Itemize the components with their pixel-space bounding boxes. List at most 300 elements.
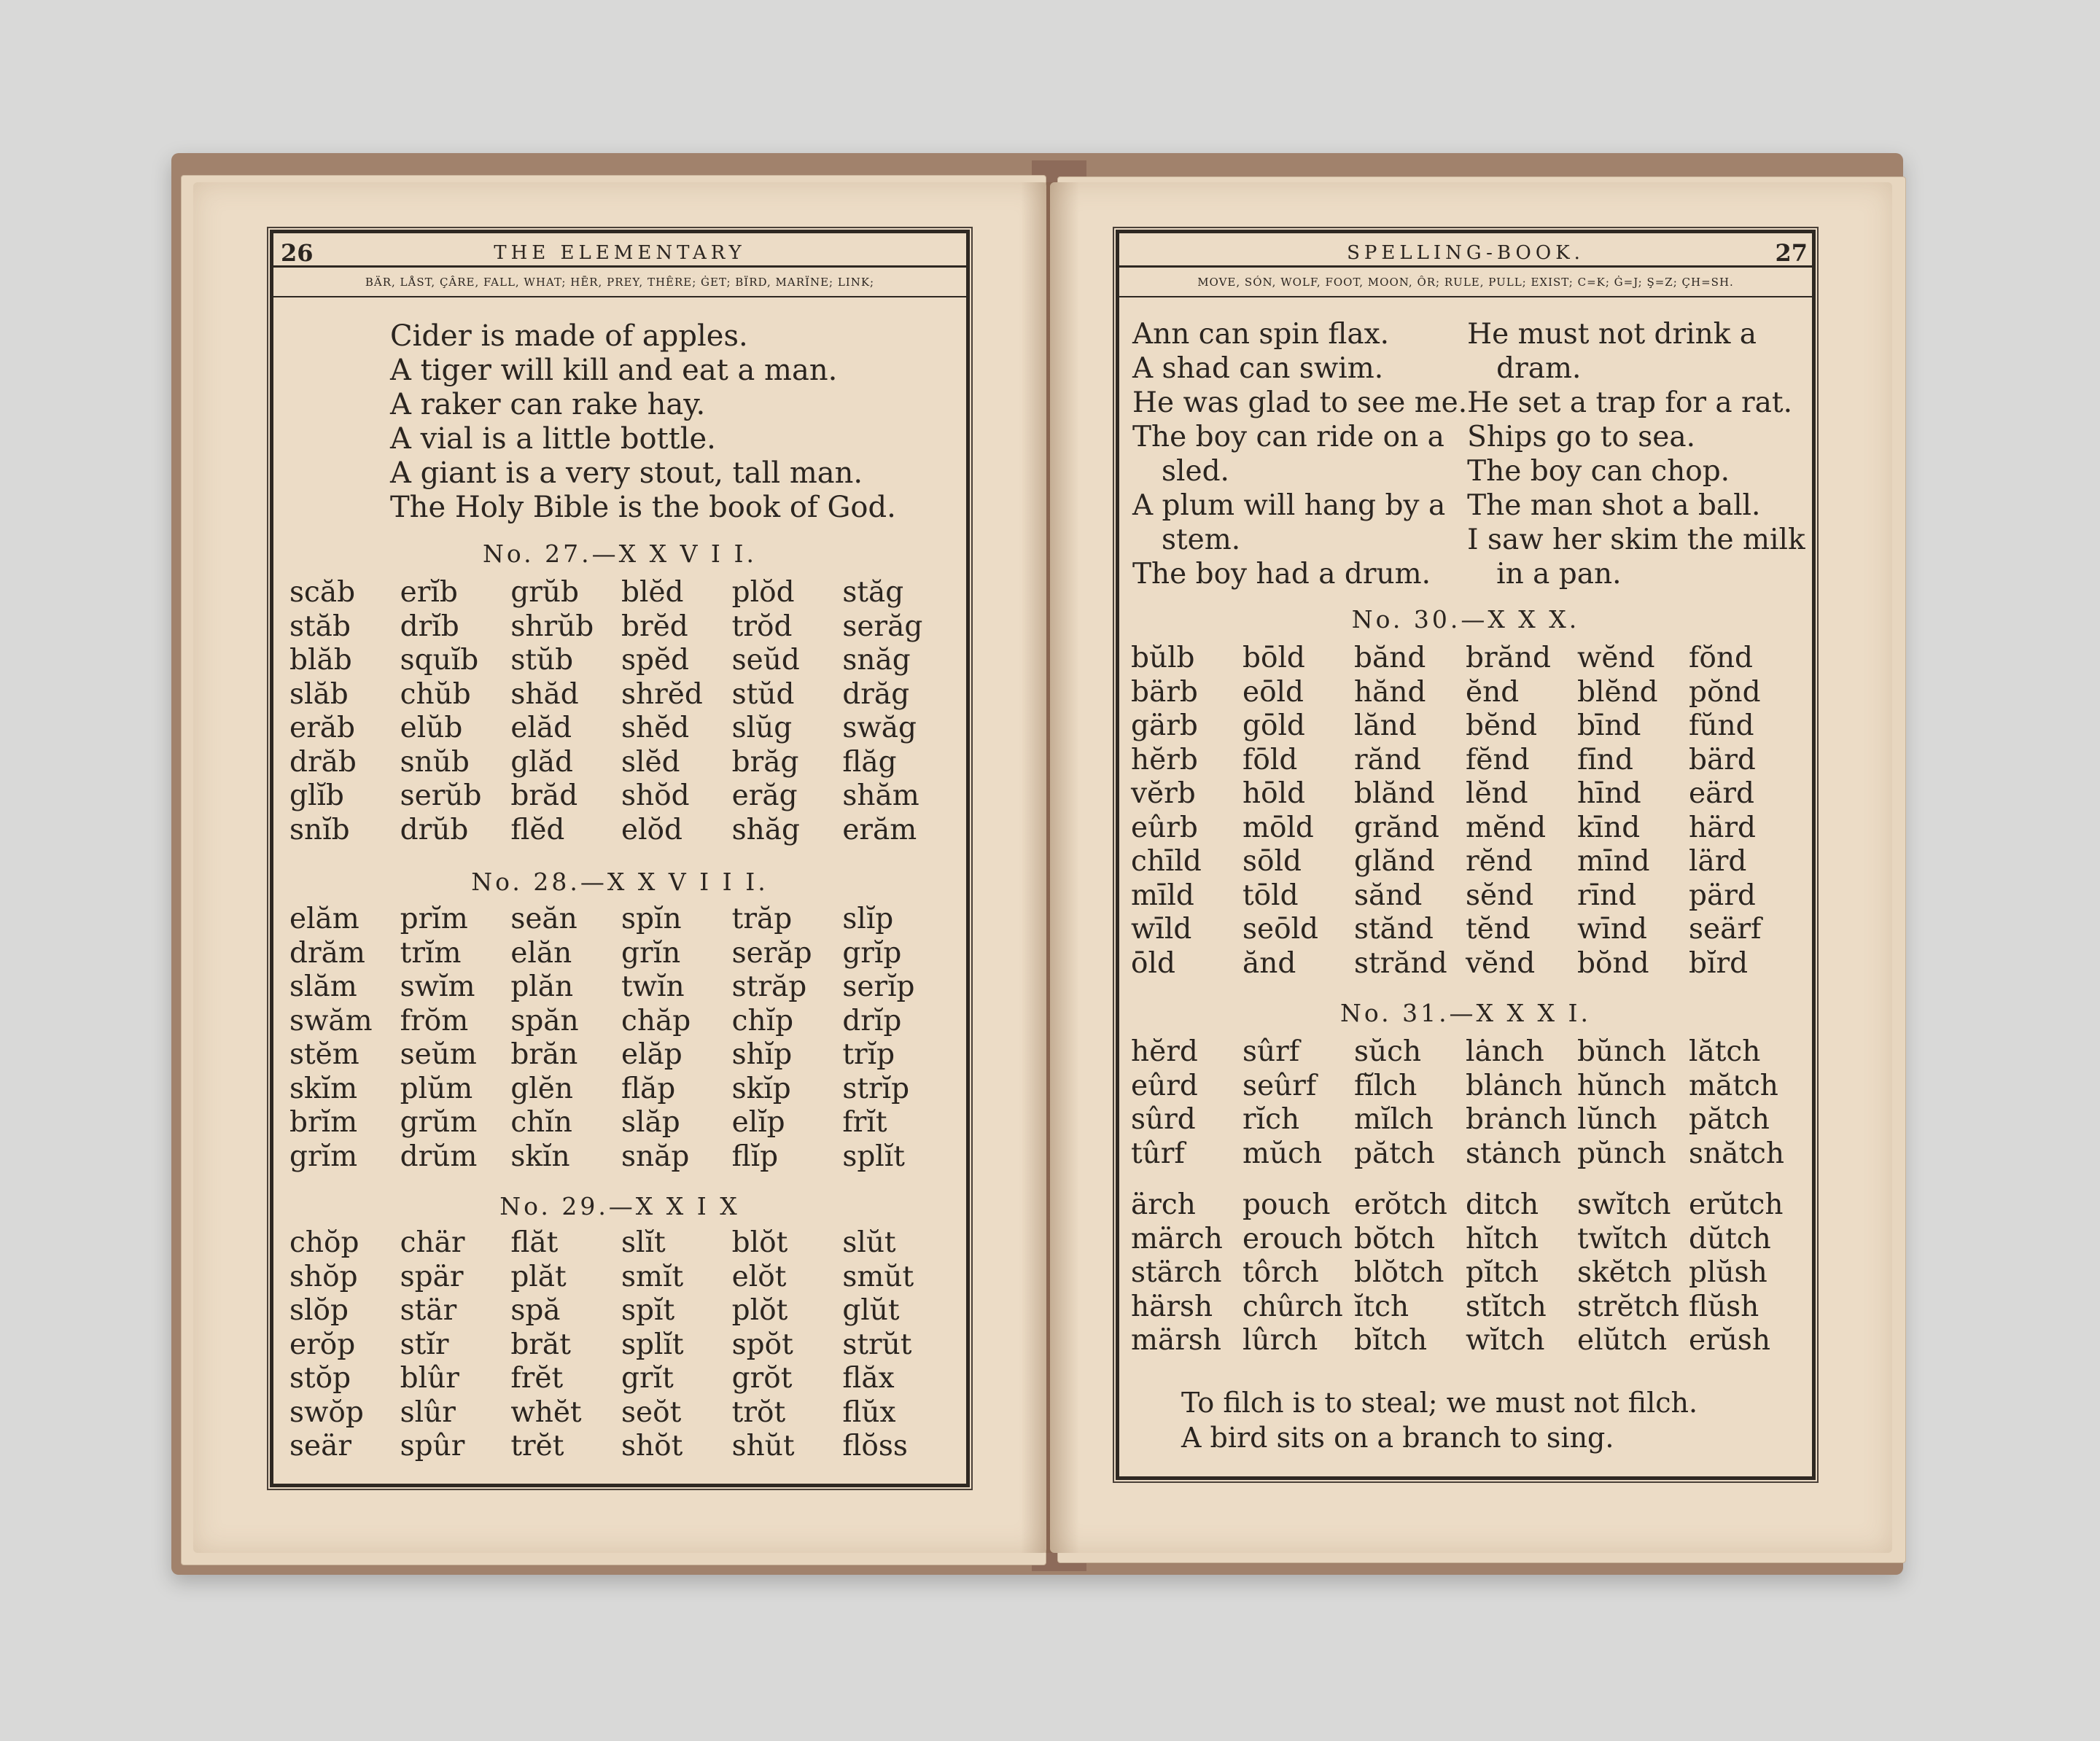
word: hănd [1354,675,1426,709]
word: stŏp [289,1362,351,1395]
word: glŭt [842,1294,900,1327]
word: grĭt [621,1362,674,1395]
word: trĭm [400,936,462,970]
page-number: 26 [281,239,314,267]
word: swĭm [400,970,475,1003]
word: mŭch [1242,1137,1323,1170]
word: lănd [1354,709,1417,742]
word: grĭp [842,936,902,970]
word: hŭnch [1577,1069,1667,1102]
word: hĕrd [1131,1035,1198,1068]
word: drĭp [842,1004,902,1037]
word: flĭp [731,1140,779,1173]
word: spär [400,1260,464,1293]
pronunciation-key: MOVE, SÓN, WOLF, FOOT, MOON, ÔR; RULE, PULL; EXIST; C=K; Ġ=J; Ş=Z; ÇH=SH. [1119,268,1812,297]
word: fĕnd [1466,743,1530,776]
word: stăg [842,576,904,609]
word: swăm [289,1004,373,1037]
word-list [289,903,953,1174]
sentence-line: He was glad to see me. [1132,386,1468,419]
word-list [1131,642,1800,981]
word: elăd [510,712,572,744]
word: tōld [1242,879,1299,912]
word: pouch [1242,1188,1331,1221]
word: tûrf [1131,1137,1185,1170]
word: ärch [1131,1188,1196,1221]
word: spĕd [621,644,690,677]
word: shŏp [289,1260,358,1293]
word: ĕnd [1466,675,1520,709]
word: brȧnch [1466,1103,1567,1136]
running-title: SPELLING-BOOK. [1347,242,1584,264]
word: trăp [731,903,793,935]
word: whĕt [510,1395,582,1429]
word: fŏnd [1689,642,1753,674]
word: vĕrb [1131,777,1196,810]
word: grŏt [731,1362,793,1395]
left-page-frame [270,230,970,1487]
word: serĭp [842,970,915,1003]
sentence: A tiger will kill and eat a man. [390,354,838,387]
word: chŭb [400,677,471,711]
word: slûr [400,1395,456,1429]
word: plăt [510,1260,567,1293]
word: grănd [1354,811,1439,844]
word: seăn [510,903,578,935]
sentence-line: He must not drink a [1467,318,1757,351]
word: mōld [1242,811,1314,844]
word: skĭm [289,1072,358,1105]
word: glănd [1354,845,1435,878]
page-number: 27 [1775,239,1808,267]
word: snătch [1689,1137,1785,1170]
word: seŭd [731,644,800,677]
right-sentences [1132,317,1805,591]
word: mīld [1131,879,1194,912]
word: rĕnd [1466,845,1533,878]
word: bĭtch [1354,1324,1428,1357]
word: stȧnch [1466,1137,1562,1170]
word: bŏnd [1577,946,1649,980]
word: gōld [1242,709,1305,742]
word: shŭt [731,1430,795,1462]
section-title: No. 27.—X X V I I. [483,540,757,568]
word: squĭb [400,644,479,677]
word: sûrf [1242,1035,1300,1068]
word: shăm [842,779,919,812]
sentence-line: sled. [1162,455,1229,488]
word: flŏss [842,1430,908,1462]
word: pĭtch [1466,1256,1539,1289]
word: strŭt [842,1328,912,1361]
word: seŭm [400,1038,477,1071]
section-title: No. 29.—X X I X [499,1192,740,1220]
sentence-line: Ann can spin flax. [1132,318,1390,351]
word: swăg [842,712,917,744]
word: grĭn [621,936,681,970]
word: brănd [1466,642,1551,674]
word: snĭb [289,813,350,846]
word: brăn [510,1038,578,1071]
sentence-line: A shad can swim. [1132,352,1384,385]
word: stŭd [731,677,795,711]
word: elŏd [621,813,682,846]
word-list [289,576,953,847]
section-title: No. 31.—X X X I. [1339,999,1592,1027]
word: seär [289,1430,351,1462]
word: pŏnd [1689,675,1761,709]
word: lûrch [1242,1324,1318,1357]
word: slĕd [621,745,680,779]
closing-sentences [1181,1385,1797,1455]
word: sănd [1354,879,1423,912]
word: brĕd [621,609,688,643]
word: stănd [1354,913,1434,946]
left-sentences [390,319,896,525]
word: slăm [289,970,357,1003]
word: străp [731,970,807,1003]
sentence: The Holy Bible is the book of God. [390,491,896,524]
word: mīnd [1577,845,1650,878]
word: stăb [289,609,351,643]
word: sōld [1242,845,1302,878]
word: shăd [510,677,579,711]
word: mĕnd [1466,811,1547,844]
word: slŏp [289,1294,349,1327]
sentence: A vial is a little bottle. [390,422,716,456]
word: eûrb [1131,811,1198,844]
word: blŏt [731,1226,788,1259]
word: slĭt [621,1226,666,1259]
word: märsh [1131,1324,1222,1357]
word: splĭt [842,1140,905,1173]
word: drăg [842,677,910,711]
word: elĭp [731,1106,785,1139]
word: wīnd [1577,913,1647,946]
gutter-shadow [1021,182,1079,1553]
word: pärd [1689,879,1756,912]
word: flăt [510,1226,559,1259]
word: chīld [1131,845,1202,878]
word: spŏt [731,1328,793,1361]
word: erŏtch [1354,1188,1447,1221]
word: gärb [1131,709,1198,742]
word: bōld [1242,642,1305,674]
word: bŭnch [1577,1035,1667,1068]
word: chĭn [510,1106,572,1139]
word: hīnd [1577,777,1641,810]
sentence-line: The boy can ride on a [1132,421,1444,453]
sentence: Cider is made of apples. [390,319,748,353]
word: swŏp [289,1395,364,1429]
word: plŭm [400,1072,473,1105]
word: chŏp [289,1226,359,1259]
word: flŭx [842,1395,896,1429]
word: ōld [1131,946,1175,980]
word-list [1131,1035,1800,1171]
word: rĭch [1242,1103,1300,1136]
word: slĭp [842,903,894,935]
word: elŭtch [1577,1324,1668,1357]
word: tĕnd [1466,913,1531,946]
word: frĕt [510,1362,564,1395]
word: elăn [510,936,572,970]
word: bärb [1131,675,1198,709]
word: fīnd [1577,743,1633,776]
word: seûrf [1242,1069,1317,1102]
sentence-line: The boy can chop. [1467,455,1730,488]
word: bŏtch [1354,1222,1436,1255]
section-title: No. 30.—X X X. [1351,605,1580,634]
word: serăg [842,609,923,643]
sentence-line: I saw her skim the milk [1467,523,1805,556]
word: chĭp [731,1004,794,1037]
word: skĕtch [1577,1256,1672,1289]
word: skĭp [731,1072,791,1105]
word: spĭn [621,903,682,935]
word: chăp [621,1004,691,1037]
word: stĭtch [1466,1290,1547,1323]
word: swĭtch [1577,1188,1671,1221]
word: elăm [289,903,359,935]
word: drŭm [400,1140,478,1173]
word: lȧnch [1466,1035,1544,1068]
word: lĕnd [1466,777,1528,810]
word: slŭg [731,712,793,744]
word: pătch [1354,1137,1435,1170]
word: ănd [1242,946,1296,980]
word: bĭrd [1689,946,1749,980]
word: spûr [400,1430,465,1462]
word: brăd [510,779,578,812]
word: kīnd [1577,811,1641,844]
word: scăb [289,576,356,609]
word: sŭch [1354,1035,1422,1068]
word: snăg [842,644,911,677]
section-title: No. 28.—X X V I I I. [471,868,769,896]
word: shĕd [621,712,690,744]
sentence-line: in a pan. [1496,558,1622,591]
word: ditch [1466,1188,1539,1221]
left-running-header [273,233,966,268]
word: flĕd [510,813,565,846]
word: drŭb [400,813,469,846]
word: plăn [510,970,574,1003]
word: sĕnd [1466,879,1534,912]
word: snŭb [400,745,470,779]
word: glĭb [289,779,344,812]
word: fōld [1242,743,1298,776]
word: blûr [400,1362,459,1395]
word: stŭb [510,644,574,677]
word: slŭt [842,1226,896,1259]
right-running-header [1119,233,1812,268]
word: drăb [289,745,357,779]
word: frŏm [400,1004,469,1037]
word: spĭt [621,1294,675,1327]
word: splĭt [621,1328,684,1361]
word: spăn [510,1004,579,1037]
word: eärd [1689,777,1754,810]
word: plŏt [731,1294,788,1327]
word: dŭtch [1689,1222,1771,1255]
word: shĭp [731,1038,793,1071]
word: blĕnd [1577,675,1658,709]
word: drĭb [400,609,459,643]
word: fŭnd [1689,709,1754,742]
word: wĕnd [1577,642,1655,674]
word: bīnd [1577,709,1641,742]
word: elŏt [731,1260,787,1293]
word: erăm [842,813,917,846]
word: shŏd [621,779,690,812]
word: seärf [1689,913,1762,946]
word: flŭsh [1689,1290,1759,1323]
word: skĭn [510,1140,570,1173]
sentence: To filch is to steal; we must not filch. [1181,1387,1698,1419]
word: smŭt [842,1260,914,1293]
word: erŏp [289,1328,356,1361]
sentence: A giant is a very stout, tall man. [390,456,863,490]
sentence-column-1 [1132,317,1467,591]
word: elăp [621,1038,682,1071]
word: prĭm [400,903,468,935]
word: tôrch [1242,1256,1319,1289]
word: pŭnch [1577,1137,1667,1170]
word: serŭb [400,779,482,812]
word: erăg [731,779,798,812]
word: erăb [289,712,355,744]
word: snăp [621,1140,690,1173]
word: stĭr [400,1328,449,1361]
word: hōld [1242,777,1306,810]
word: erŭsh [1689,1324,1770,1357]
word: trĕt [510,1430,564,1462]
word: wīld [1131,913,1192,946]
word: grŭb [510,576,580,609]
word: chûrch [1242,1290,1343,1323]
word: chär [400,1226,465,1259]
word: brăg [731,745,799,779]
sentence-line: stem. [1162,523,1241,556]
word: hĭtch [1466,1222,1539,1255]
word: rănd [1354,743,1421,776]
sentence: A raker can rake hay. [390,388,706,421]
word: lärd [1689,845,1747,878]
word: brăt [510,1328,571,1361]
sentence-column-2 [1467,317,1805,591]
word: blănd [1354,777,1435,810]
word: ĭtch [1354,1290,1409,1323]
word: erŭtch [1689,1188,1784,1221]
word: hĕrb [1131,743,1198,776]
word-list [1131,1188,1800,1358]
word: strănd [1354,946,1447,980]
right-page-frame [1116,230,1816,1480]
word: lŭnch [1577,1103,1657,1136]
word: härsh [1131,1290,1213,1323]
word: slăb [289,677,349,711]
word: wĭtch [1466,1324,1545,1357]
word: grŭm [400,1106,478,1139]
word: mătch [1689,1069,1778,1102]
word: blăb [289,644,352,677]
sentence-line: Ships go to sea. [1467,421,1695,453]
word: bŭlb [1131,642,1195,674]
sentence-line: The man shot a ball. [1467,489,1761,522]
word: lătch [1689,1035,1761,1068]
word: seōld [1242,913,1319,946]
word: blȧnch [1466,1069,1563,1102]
word: erouch [1242,1222,1343,1255]
word: shrĕd [621,677,703,711]
word: härd [1689,811,1756,844]
word: shrŭb [510,609,594,643]
word: stär [400,1294,457,1327]
sentence-line: The boy had a drum. [1132,558,1431,591]
word: glăd [510,745,573,779]
word: frĭt [842,1106,887,1139]
word: brĭm [289,1106,358,1139]
word: grĭm [289,1140,358,1173]
word: stĕm [289,1038,359,1071]
word: blĕd [621,576,684,609]
sentence-line: dram. [1496,352,1582,385]
word: flăx [842,1362,895,1395]
word: trŏt [731,1395,786,1429]
word: plŭsh [1689,1256,1768,1289]
word: bănd [1354,642,1426,674]
word: seŏt [621,1395,682,1429]
word: twĭtch [1577,1222,1668,1255]
word: shŏt [621,1430,683,1462]
word: shăg [731,813,801,846]
sentence: A bird sits on a branch to sing. [1181,1422,1614,1454]
word: mĭlch [1354,1103,1434,1136]
word: flăp [621,1072,676,1105]
word: serăp [731,936,812,970]
sentence-line: A plum will hang by a [1132,489,1446,522]
word: strĕtch [1577,1290,1680,1323]
word: smĭt [621,1260,684,1293]
pronunciation-key: BÄR, LÅST, ÇÂRE, FALL, WHAT; HĒR, PREY, THÊRE; ĠET; BÏRD, MARÏNE; LINK; [273,268,966,297]
word: elŭb [400,712,463,744]
word: eōld [1242,675,1304,709]
word: trŏd [731,609,793,643]
word: sûrd [1131,1103,1196,1136]
word: drăm [289,936,365,970]
word: flăg [842,745,897,779]
word: fĭlch [1354,1069,1418,1102]
word: slăp [621,1106,680,1139]
word: spă [510,1294,561,1327]
word: blŏtch [1354,1256,1444,1289]
word: glĕn [510,1072,573,1105]
word: trĭp [842,1038,895,1071]
word: bĕnd [1466,709,1538,742]
word-list [289,1226,953,1464]
word: strĭp [842,1072,910,1105]
word: rīnd [1577,879,1637,912]
word: plŏd [731,576,795,609]
word: stärch [1131,1256,1222,1289]
word: vĕnd [1466,946,1536,980]
word: eûrd [1131,1069,1198,1102]
word: erĭb [400,576,458,609]
sentence-line: He set a trap for a rat. [1467,386,1792,419]
running-title: THE ELEMENTARY [494,242,746,264]
word: twĭn [621,970,685,1003]
